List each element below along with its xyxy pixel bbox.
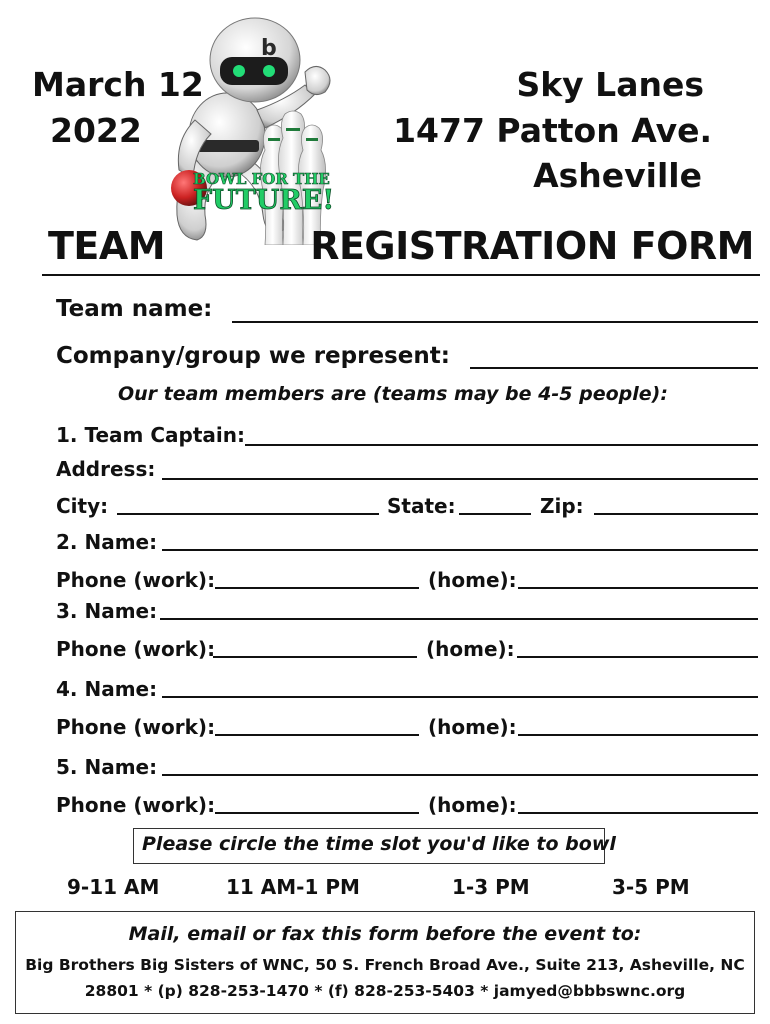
member4-phone-work-label: Phone (work): [56, 715, 216, 739]
member5-phone-home-field[interactable] [518, 812, 758, 814]
time-slot-instruction: Please circle the time slot you'd like to bowl [142, 833, 616, 855]
member4-phone-work-field[interactable] [215, 734, 419, 736]
city-label: City: [56, 494, 109, 518]
member5-phone-work-label: Phone (work): [56, 793, 216, 817]
logo-text-line2: FUTURE! [193, 185, 335, 216]
city-field[interactable] [117, 513, 379, 515]
state-label: State: [387, 494, 456, 518]
title-divider [42, 274, 760, 276]
bowl-for-the-future-logo [165, 10, 350, 245]
member2-phone-work-field[interactable] [215, 587, 419, 589]
address-field[interactable] [162, 478, 758, 480]
company-label: Company/group we represent: [56, 343, 450, 369]
member2-phone-work-label: Phone (work): [56, 568, 216, 592]
member2-name-label: 2. Name: [56, 530, 158, 554]
title-registration-form: REGISTRATION FORM [310, 224, 754, 268]
logo-text-line1: BOWL FOR THE [193, 170, 330, 188]
team-members-note: Our team members are (teams may be 4-5 people): [118, 383, 668, 405]
time-slot-2[interactable]: 11 AM-1 PM [226, 875, 360, 899]
member4-phone-home-label: (home): [428, 715, 517, 739]
member5-phone-home-label: (home): [428, 793, 517, 817]
team-name-label: Team name: [56, 296, 213, 322]
member3-phone-work-field[interactable] [213, 656, 417, 658]
time-slot-3[interactable]: 1-3 PM [452, 875, 530, 899]
member2-phone-home-label: (home): [428, 568, 517, 592]
member3-name-label: 3. Name: [56, 599, 158, 623]
state-field[interactable] [459, 513, 531, 515]
member2-name-field[interactable] [162, 549, 758, 551]
member3-phone-work-label: Phone (work): [56, 637, 216, 661]
time-slot-1[interactable]: 9-11 AM [67, 875, 160, 899]
member4-phone-home-field[interactable] [518, 734, 758, 736]
member4-name-field[interactable] [162, 696, 758, 698]
captain-field[interactable] [245, 444, 758, 446]
member5-name-label: 5. Name: [56, 755, 158, 779]
member3-name-field[interactable] [160, 618, 758, 620]
mail-address-line1: Big Brothers Big Sisters of WNC, 50 S. French Broad Ave., Suite 213, Asheville, NC [25, 956, 745, 974]
mail-address-line2: 28801 * (p) 828-253-1470 * (f) 828-253-5403 * jamyed@bbbswnc.org [84, 982, 686, 1000]
event-date-line2: 2022 [50, 111, 142, 150]
event-date-line1: March 12 [32, 65, 204, 104]
robot-badge-text: b [261, 36, 277, 61]
venue-name: Sky Lanes [516, 65, 704, 104]
venue-street: 1477 Patton Ave. [393, 111, 712, 150]
title-team: TEAM [48, 224, 166, 268]
member3-phone-home-field[interactable] [517, 656, 758, 658]
captain-label: 1. Team Captain: [56, 423, 245, 447]
company-field[interactable] [470, 367, 758, 369]
venue-city: Asheville [533, 156, 702, 195]
mail-heading: Mail, email or fax this form before the event to: [128, 923, 642, 945]
member5-name-field[interactable] [162, 774, 758, 776]
time-slot-4[interactable]: 3-5 PM [612, 875, 690, 899]
member4-name-label: 4. Name: [56, 677, 158, 701]
team-name-field[interactable] [232, 321, 758, 323]
member5-phone-work-field[interactable] [215, 812, 419, 814]
zip-label: Zip: [540, 494, 584, 518]
address-label: Address: [56, 457, 156, 481]
member3-phone-home-label: (home): [426, 637, 515, 661]
zip-field[interactable] [594, 513, 758, 515]
member2-phone-home-field[interactable] [518, 587, 758, 589]
